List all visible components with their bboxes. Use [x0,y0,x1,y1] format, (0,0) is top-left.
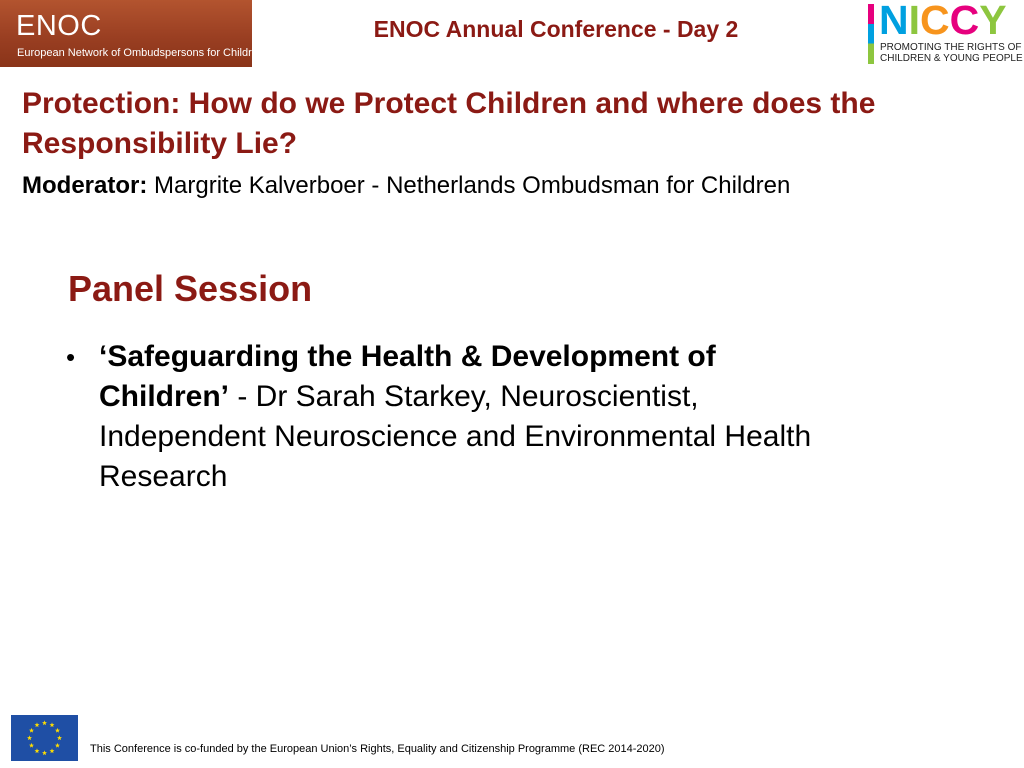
eu-star-icon [55,743,60,748]
niccy-letter: Y [979,0,1007,43]
niccy-letter: C [949,0,980,43]
niccy-color-bar [868,4,874,64]
moderator-label: Moderator: [22,172,148,199]
niccy-tagline [880,42,1023,64]
niccy-logo-word [879,0,1007,42]
eu-star-icon [42,720,47,725]
conference-title: ENOC Annual Conference - Day 2 [373,16,739,42]
list-item [66,337,826,497]
panel-list [66,337,826,497]
eu-star-icon [50,748,55,753]
eu-star-icon [27,735,32,740]
niccy-tagline-line1: PROMOTING THE RIGHTS OF [880,42,1022,53]
eu-star-icon [35,748,40,753]
eu-star-icon [29,728,34,733]
bullet-icon: • [66,342,76,372]
talk-speaker: - Dr Sarah Starkey, Neuroscientist, Independent Neuroscience and Environmental Health Research [99,380,812,493]
eu-star-icon [29,743,34,748]
enoc-logo-subtitle: European Network of Ombudspersons for Children [17,47,265,59]
niccy-letter: I [908,0,921,43]
eu-star-icon [35,722,40,727]
moderator-line [22,172,790,200]
niccy-letter: C [920,0,950,43]
niccy-logo [868,0,1023,66]
panel-heading: Panel Session [68,268,313,309]
enoc-logo-name: ENOC [16,10,102,42]
niccy-letter: N [879,0,909,43]
eu-flag-icon [11,715,78,761]
eu-star-icon [55,728,60,733]
eu-star-icon [57,735,62,740]
moderator-name: Margrite Kalverboer - Netherlands Ombudsman for Children [154,172,791,199]
eu-star-icon [42,750,47,755]
talk-title: ‘Safeguarding the Health & Development of Children’ [99,340,716,413]
eu-flag-stars [11,715,78,761]
footer-funding-text: This Conference is co-funded by the European Union’s Rights, Equality and Citizenship Programme (REC 2014-2020) [90,743,665,755]
niccy-tagline-line2: CHILDREN & YOUNG PEOPLE [880,53,1023,64]
eu-star-icon [50,722,55,727]
session-title: Protection: How do we Protect Children and where does the Responsibility Lie? [22,87,876,160]
